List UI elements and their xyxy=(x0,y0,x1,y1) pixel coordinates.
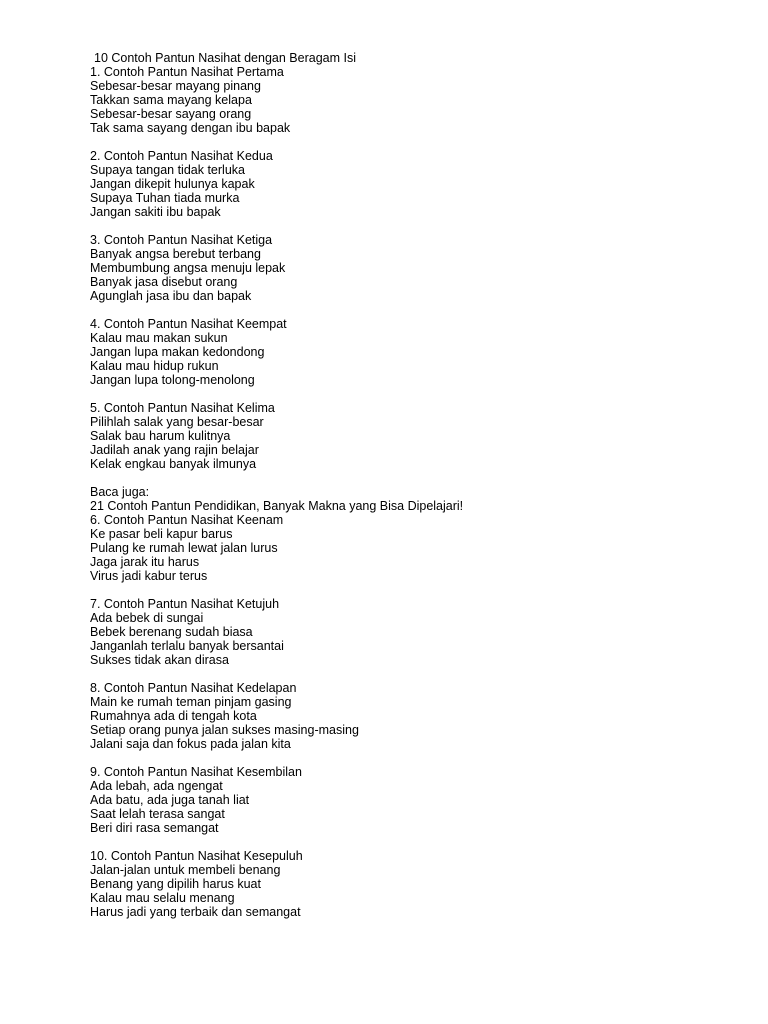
pantun-line: Harus jadi yang terbaik dan semangat xyxy=(90,905,301,919)
pantun-line: Ada lebah, ada ngengat xyxy=(90,779,223,793)
pantun-line: Saat lelah terasa sangat xyxy=(90,807,225,821)
pantun-line: Jadilah anak yang rajin belajar xyxy=(90,443,259,457)
section-heading: 8. Contoh Pantun Nasihat Kedelapan xyxy=(90,681,297,695)
section-heading: 3. Contoh Pantun Nasihat Ketiga xyxy=(90,233,273,247)
pantun-line: Jangan lupa tolong-menolong xyxy=(90,373,255,387)
pantun-line: Benang yang dipilih harus kuat xyxy=(90,877,261,891)
pantun-line: Takkan sama mayang kelapa xyxy=(90,93,252,107)
pantun-section-8 xyxy=(90,681,730,751)
section-heading: 9. Contoh Pantun Nasihat Kesembilan xyxy=(90,765,302,779)
pantun-line: Pilihlah salak yang besar-besar xyxy=(90,415,264,429)
pantun-line: Beri diri rasa semangat xyxy=(90,821,219,835)
pantun-line: Ada batu, ada juga tanah liat xyxy=(90,793,250,807)
section-gap xyxy=(90,219,730,233)
pantun-section-9 xyxy=(90,765,730,835)
pantun-line: Kalau mau selalu menang xyxy=(90,891,235,905)
pantun-line: Kelak engkau banyak ilmunya xyxy=(90,457,257,471)
pantun-line: Banyak angsa berebut terbang xyxy=(90,247,261,261)
related-and-section-6 xyxy=(90,485,730,583)
pantun-line: Pulang ke rumah lewat jalan lurus xyxy=(90,541,278,555)
section-gap xyxy=(90,135,730,149)
pantun-line: Sukses tidak akan dirasa xyxy=(90,653,229,667)
section-heading: 2. Contoh Pantun Nasihat Kedua xyxy=(90,149,273,163)
pantun-line: Tak sama sayang dengan ibu bapak xyxy=(90,121,291,135)
section-gap xyxy=(90,471,730,485)
pantun-line: Ada bebek di sungai xyxy=(90,611,204,625)
pantun-line: Jangan sakiti ibu bapak xyxy=(90,205,221,219)
section-heading: 5. Contoh Pantun Nasihat Kelima xyxy=(90,401,275,415)
section-gap xyxy=(90,667,730,681)
pantun-line: Main ke rumah teman pinjam gasing xyxy=(90,695,292,709)
pantun-line: Supaya Tuhan tiada murka xyxy=(90,191,240,205)
pantun-line: Setiap orang punya jalan sukses masing-masing xyxy=(90,723,359,737)
section-gap xyxy=(90,303,730,317)
related-label: Baca juga: xyxy=(90,485,150,499)
pantun-line: Janganlah terlalu banyak bersantai xyxy=(90,639,284,653)
document-page xyxy=(90,51,730,919)
pantun-line: Salak bau harum kulitnya xyxy=(90,429,231,443)
section-gap xyxy=(90,751,730,765)
pantun-line: Jalan-jalan untuk membeli benang xyxy=(90,863,281,877)
section-heading: 4. Contoh Pantun Nasihat Keempat xyxy=(90,317,287,331)
document-title: 10 Contoh Pantun Nasihat dengan Beragam Isi xyxy=(94,51,356,65)
pantun-line: Jangan lupa makan kedondong xyxy=(90,345,265,359)
pantun-line: Membumbung angsa menuju lepak xyxy=(90,261,286,275)
pantun-line: Ke pasar beli kapur barus xyxy=(90,527,233,541)
pantun-line: Jalani saja dan fokus pada jalan kita xyxy=(90,737,291,751)
section-heading: 6. Contoh Pantun Nasihat Keenam xyxy=(90,513,284,527)
pantun-line: Rumahnya ada di tengah kota xyxy=(90,709,257,723)
pantun-line: Sebesar-besar sayang orang xyxy=(90,107,252,121)
section-gap xyxy=(90,387,730,401)
pantun-section-5 xyxy=(90,401,730,471)
pantun-section-1 xyxy=(90,65,730,135)
pantun-line: Kalau mau hidup rukun xyxy=(90,359,219,373)
pantun-line: Virus jadi kabur terus xyxy=(90,569,208,583)
pantun-line: Jaga jarak itu harus xyxy=(90,555,200,569)
pantun-line: Jangan dikepit hulunya kapak xyxy=(90,177,255,191)
section-heading: 7. Contoh Pantun Nasihat Ketujuh xyxy=(90,597,280,611)
pantun-line: Agunglah jasa ibu dan bapak xyxy=(90,289,252,303)
pantun-line: Bebek berenang sudah biasa xyxy=(90,625,253,639)
pantun-section-2 xyxy=(90,149,730,219)
section-heading: 10. Contoh Pantun Nasihat Kesepuluh xyxy=(90,849,303,863)
section-gap xyxy=(90,583,730,597)
section-gap xyxy=(90,835,730,849)
pantun-line: Supaya tangan tidak terluka xyxy=(90,163,245,177)
pantun-section-3 xyxy=(90,233,730,303)
pantun-line: Kalau mau makan sukun xyxy=(90,331,228,345)
pantun-line: Banyak jasa disebut orang xyxy=(90,275,238,289)
pantun-section-4 xyxy=(90,317,730,387)
pantun-section-10 xyxy=(90,849,730,919)
pantun-line: Sebesar-besar mayang pinang xyxy=(90,79,261,93)
pantun-section-7 xyxy=(90,597,730,667)
related-article-link[interactable]: 21 Contoh Pantun Pendidikan, Banyak Makna yang Bisa Dipelajari! xyxy=(90,499,464,513)
section-heading: 1. Contoh Pantun Nasihat Pertama xyxy=(90,65,284,79)
